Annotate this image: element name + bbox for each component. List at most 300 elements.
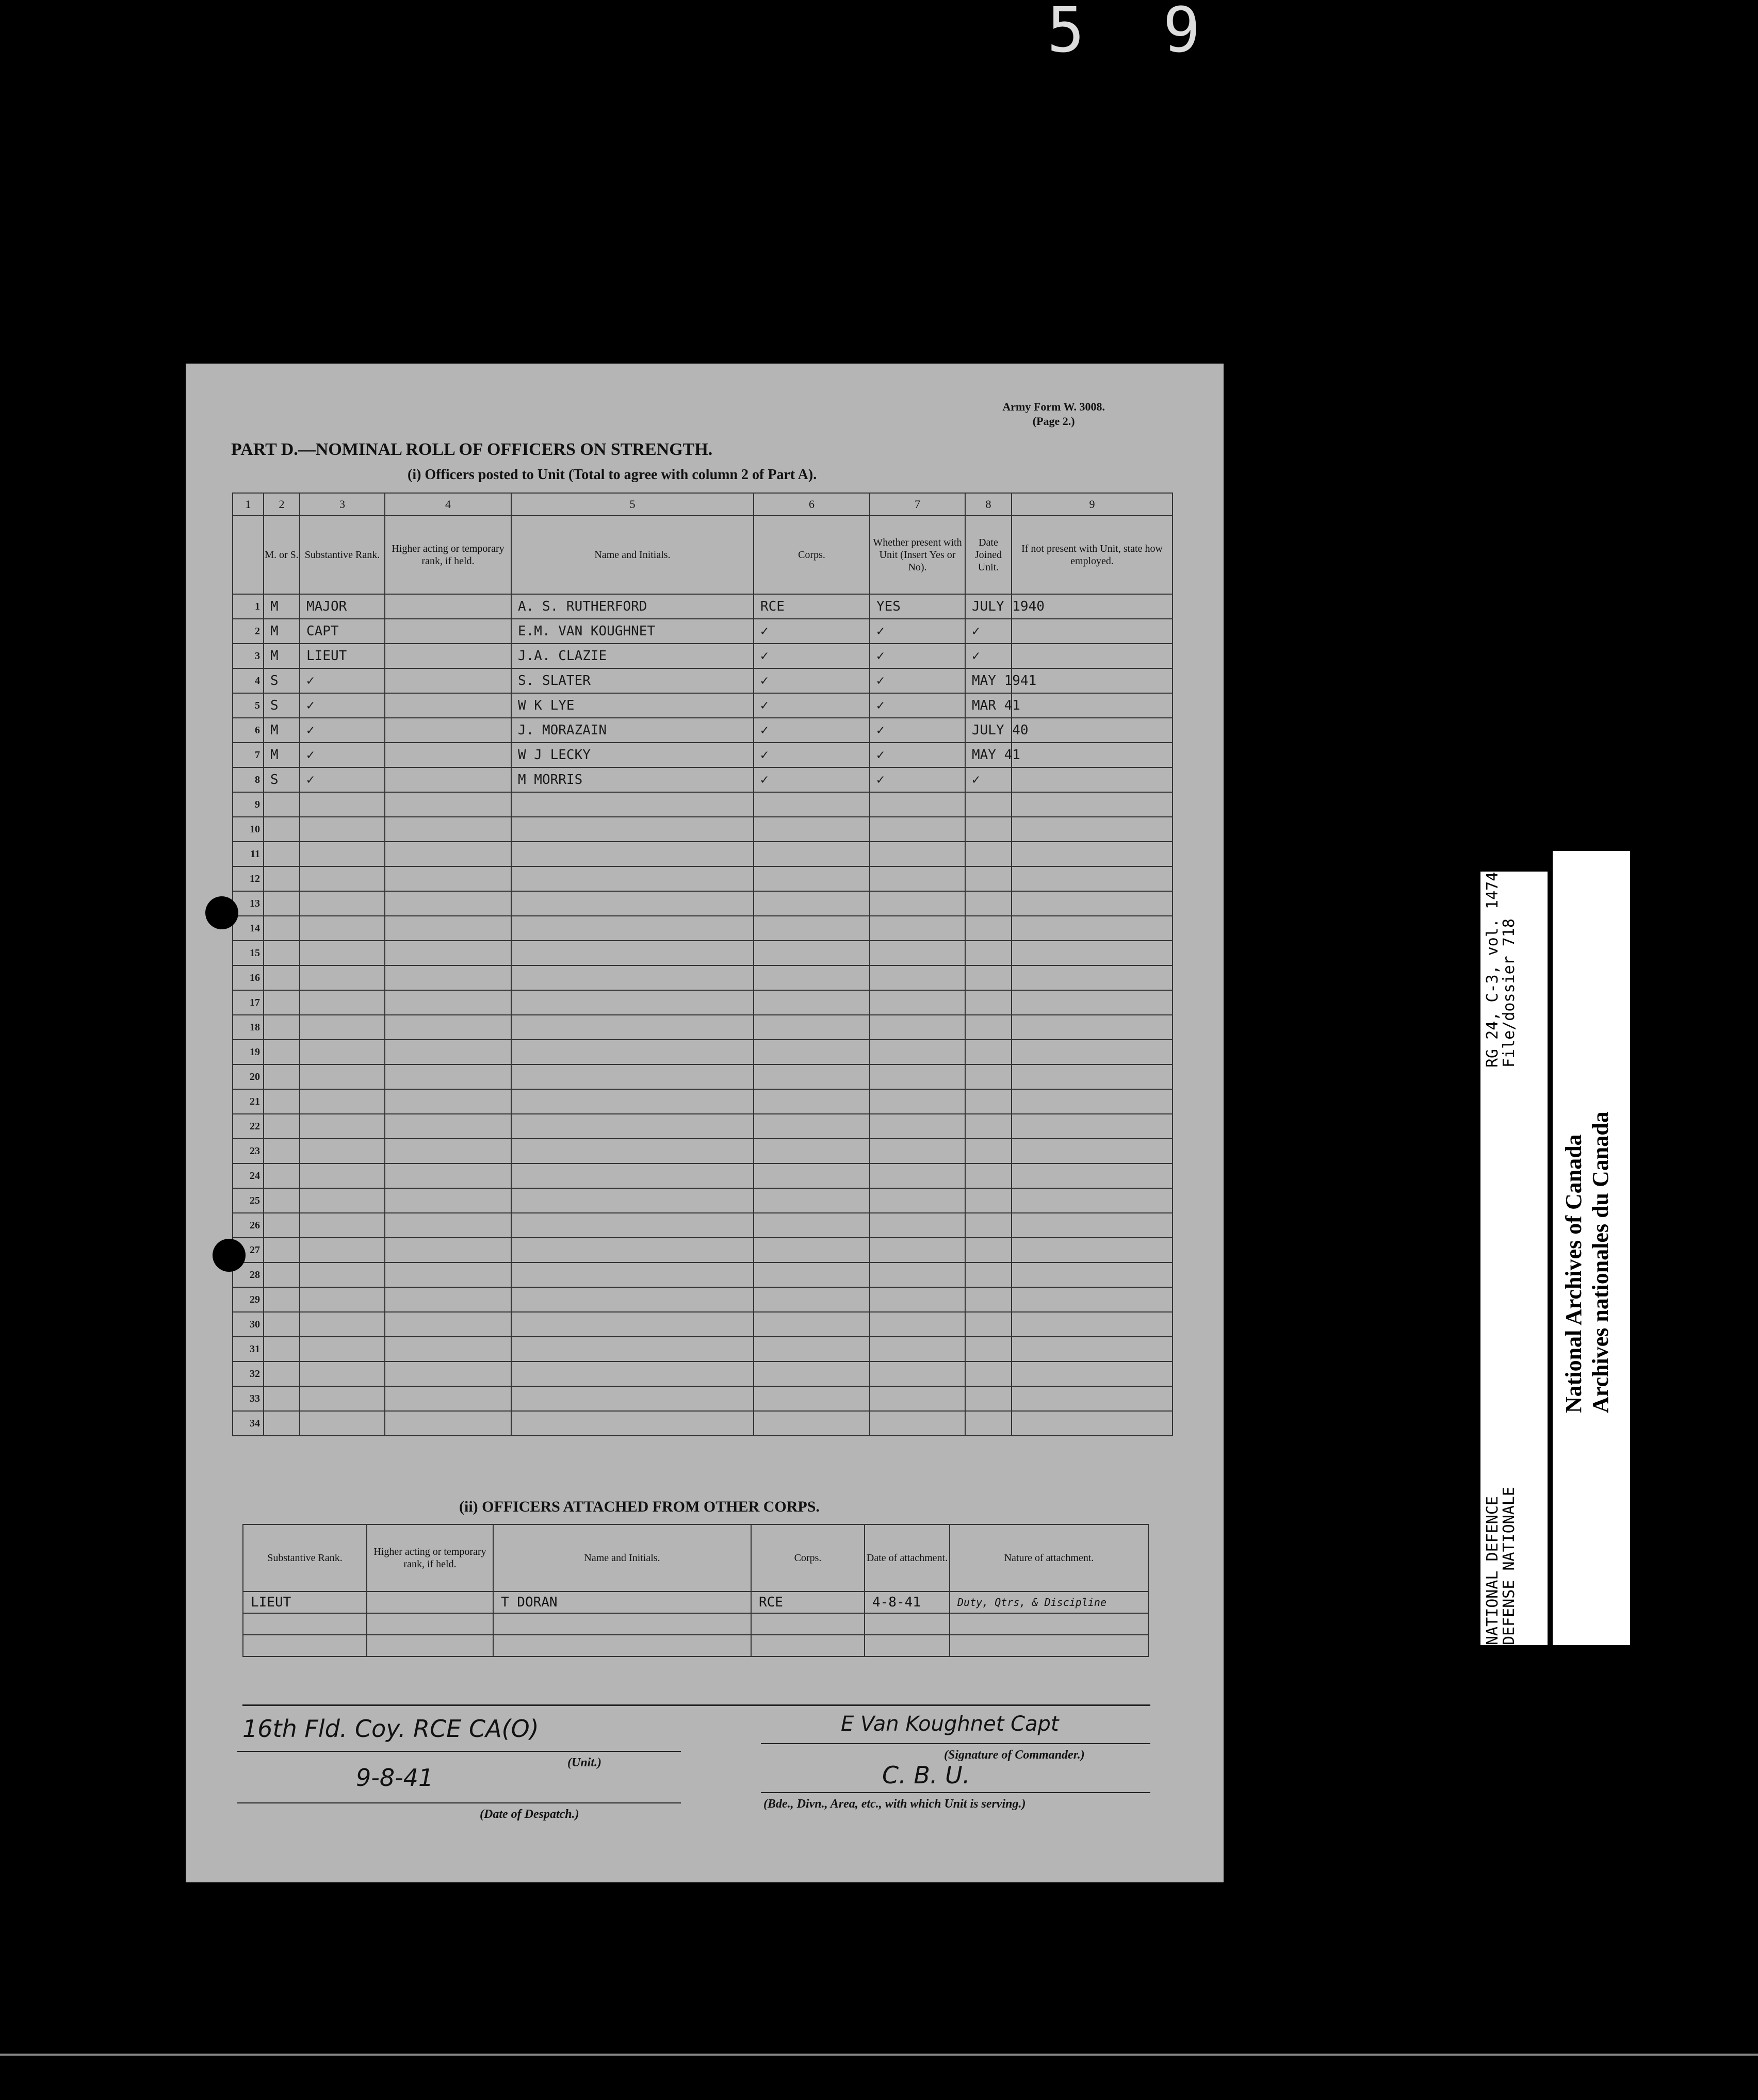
cell-employed bbox=[1012, 1114, 1173, 1139]
cell-corps: ✓ bbox=[754, 668, 870, 693]
cell-rank bbox=[300, 965, 385, 990]
cell-joined bbox=[965, 1262, 1012, 1287]
column-header bbox=[233, 516, 264, 594]
table-row bbox=[233, 817, 1173, 842]
attached-cell-corps: RCE bbox=[751, 1592, 865, 1613]
cell-rank bbox=[300, 1361, 385, 1386]
cell-ms bbox=[264, 1040, 300, 1064]
cell-name: J.A. CLAZIE bbox=[511, 644, 754, 668]
cell-rank bbox=[300, 1040, 385, 1064]
cell-present: YES bbox=[870, 594, 965, 619]
cell-num: 25 bbox=[233, 1188, 264, 1213]
cell-joined: MAY 1941 bbox=[965, 668, 1012, 693]
cell-corps bbox=[754, 1040, 870, 1064]
cell-higher bbox=[385, 1262, 511, 1287]
cell-name bbox=[511, 1337, 754, 1361]
column-header-row bbox=[233, 516, 1173, 594]
cell-rank bbox=[300, 1064, 385, 1089]
cell-higher bbox=[385, 866, 511, 891]
cell-corps: ✓ bbox=[754, 718, 870, 743]
cell-ms bbox=[264, 1163, 300, 1188]
cell-higher bbox=[385, 718, 511, 743]
cell-higher bbox=[385, 767, 511, 792]
cell-employed bbox=[1012, 1386, 1173, 1411]
cell-num: 22 bbox=[233, 1114, 264, 1139]
cell-joined bbox=[965, 1411, 1012, 1436]
cell-num: 29 bbox=[233, 1287, 264, 1312]
cell-joined: MAY 41 bbox=[965, 743, 1012, 767]
cell-corps bbox=[754, 1188, 870, 1213]
cell-rank bbox=[300, 1188, 385, 1213]
cell-rank bbox=[300, 866, 385, 891]
cell-name bbox=[511, 1139, 754, 1163]
cell-ms bbox=[264, 1064, 300, 1089]
attached-cell-rank bbox=[243, 1613, 367, 1635]
cell-higher bbox=[385, 1188, 511, 1213]
cell-name bbox=[511, 941, 754, 965]
cell-higher bbox=[385, 1114, 511, 1139]
table-row bbox=[243, 1635, 1148, 1656]
table-row bbox=[233, 842, 1173, 866]
cell-present bbox=[870, 1064, 965, 1089]
cell-joined bbox=[965, 1114, 1012, 1139]
cell-joined: JULY 40 bbox=[965, 718, 1012, 743]
cell-ms bbox=[264, 1337, 300, 1361]
attached-cell-nature: Duty, Qtrs, & Discipline bbox=[950, 1592, 1148, 1613]
attached-cell-date: 4-8-41 bbox=[865, 1592, 950, 1613]
column-number-row bbox=[233, 493, 1173, 516]
cell-name: W K LYE bbox=[511, 693, 754, 718]
cell-higher bbox=[385, 619, 511, 644]
cell-name bbox=[511, 1361, 754, 1386]
cell-rank bbox=[300, 792, 385, 817]
table-row bbox=[243, 1613, 1148, 1635]
cell-ms bbox=[264, 1188, 300, 1213]
cell-employed bbox=[1012, 1040, 1173, 1064]
cell-higher bbox=[385, 1337, 511, 1361]
cell-higher bbox=[385, 1015, 511, 1040]
archive-department-en: NATIONAL DEFENCE bbox=[1484, 1496, 1502, 1645]
cell-joined: JULY 1940 bbox=[965, 594, 1012, 619]
cell-higher bbox=[385, 1064, 511, 1089]
cell-employed bbox=[1012, 1015, 1173, 1040]
cell-name bbox=[511, 965, 754, 990]
table-row bbox=[233, 1361, 1173, 1386]
cell-joined bbox=[965, 916, 1012, 941]
cell-employed bbox=[1012, 941, 1173, 965]
cell-rank: ✓ bbox=[300, 668, 385, 693]
cell-rank bbox=[300, 1089, 385, 1114]
cell-ms bbox=[264, 1213, 300, 1238]
archive-volume: RG 24, C-3, vol. 14742 bbox=[1484, 862, 1502, 1068]
cell-present bbox=[870, 866, 965, 891]
archive-reference-card bbox=[1480, 862, 1548, 1645]
archive-reference bbox=[1485, 863, 1518, 1068]
cell-rank bbox=[300, 817, 385, 842]
column-header: M. or S. bbox=[264, 516, 300, 594]
cell-present bbox=[870, 1411, 965, 1436]
archive-file: File/dossier 718 bbox=[1500, 918, 1518, 1068]
cell-higher bbox=[385, 693, 511, 718]
column-header: If not present with Unit, state how employed. bbox=[1012, 516, 1173, 594]
cell-rank bbox=[300, 1411, 385, 1436]
cell-ms: S bbox=[264, 668, 300, 693]
cell-num: 28 bbox=[233, 1262, 264, 1287]
cell-joined: ✓ bbox=[965, 644, 1012, 668]
table-row bbox=[243, 1592, 1148, 1613]
cell-name bbox=[511, 792, 754, 817]
attached-cell-name: T DORAN bbox=[493, 1592, 751, 1613]
attached-header-row bbox=[243, 1524, 1148, 1592]
column-header: Whether present with Unit (Insert Yes or No). bbox=[870, 516, 965, 594]
cell-higher bbox=[385, 1287, 511, 1312]
cell-rank: ✓ bbox=[300, 693, 385, 718]
cell-ms bbox=[264, 1262, 300, 1287]
cell-employed bbox=[1012, 1213, 1173, 1238]
archive-department-fr: DEFENSE NATIONALE bbox=[1500, 1486, 1518, 1645]
cell-rank bbox=[300, 1386, 385, 1411]
cell-joined bbox=[965, 1188, 1012, 1213]
column-number: 8 bbox=[965, 493, 1012, 516]
archive-department bbox=[1485, 1487, 1518, 1645]
cell-corps bbox=[754, 1411, 870, 1436]
cell-present bbox=[870, 1114, 965, 1139]
cell-ms bbox=[264, 941, 300, 965]
punch-hole-bottom bbox=[213, 1239, 246, 1272]
cell-num: 10 bbox=[233, 817, 264, 842]
cell-corps: ✓ bbox=[754, 644, 870, 668]
table-row bbox=[233, 1287, 1173, 1312]
table-row bbox=[233, 1040, 1173, 1064]
cell-ms bbox=[264, 1139, 300, 1163]
cell-employed bbox=[1012, 817, 1173, 842]
cell-corps bbox=[754, 990, 870, 1015]
unit-caption: (Unit.) bbox=[567, 1756, 601, 1769]
cell-present bbox=[870, 1238, 965, 1262]
section1-title: (i) Officers posted to Unit (Total to agree with column 2 of Part A). bbox=[408, 467, 817, 483]
cell-higher bbox=[385, 1213, 511, 1238]
attached-column-header: Higher acting or temporary rank, if held. bbox=[367, 1524, 493, 1592]
cell-ms bbox=[264, 1411, 300, 1436]
cell-corps bbox=[754, 1213, 870, 1238]
cell-corps bbox=[754, 1238, 870, 1262]
cell-ms: M bbox=[264, 743, 300, 767]
cell-joined bbox=[965, 1361, 1012, 1386]
table-row bbox=[233, 1064, 1173, 1089]
cell-rank bbox=[300, 1213, 385, 1238]
cell-name bbox=[511, 817, 754, 842]
attached-cell-name bbox=[493, 1635, 751, 1656]
attached-cell-higher bbox=[367, 1613, 493, 1635]
cell-name bbox=[511, 1188, 754, 1213]
table-row bbox=[233, 941, 1173, 965]
cell-higher bbox=[385, 1089, 511, 1114]
cell-joined bbox=[965, 1089, 1012, 1114]
cell-name bbox=[511, 1238, 754, 1262]
cell-present bbox=[870, 1188, 965, 1213]
cell-present bbox=[870, 1287, 965, 1312]
cell-ms bbox=[264, 1089, 300, 1114]
column-number: 4 bbox=[385, 493, 511, 516]
table-row bbox=[233, 1089, 1173, 1114]
cell-corps bbox=[754, 1139, 870, 1163]
table-row bbox=[233, 1114, 1173, 1139]
attached-column-header: Corps. bbox=[751, 1524, 865, 1592]
attached-column-header: Date of attachment. bbox=[865, 1524, 950, 1592]
cell-employed bbox=[1012, 1188, 1173, 1213]
cell-corps: ✓ bbox=[754, 693, 870, 718]
officers-roll-table bbox=[232, 493, 1173, 1436]
unit-value: 16th Fld. Coy. RCE CA(O) bbox=[242, 1715, 539, 1743]
cell-joined bbox=[965, 1040, 1012, 1064]
cell-employed bbox=[1012, 1238, 1173, 1262]
cell-name bbox=[511, 1213, 754, 1238]
cell-num: 7 bbox=[233, 743, 264, 767]
cell-name: A. S. RUTHERFORD bbox=[511, 594, 754, 619]
cell-name bbox=[511, 1015, 754, 1040]
cell-name: J. MORAZAIN bbox=[511, 718, 754, 743]
cell-corps: ✓ bbox=[754, 767, 870, 792]
cell-corps bbox=[754, 1114, 870, 1139]
cell-num: 9 bbox=[233, 792, 264, 817]
cell-joined bbox=[965, 1386, 1012, 1411]
commander-signature: E Van Koughnet Capt bbox=[841, 1712, 1059, 1736]
cell-ms bbox=[264, 842, 300, 866]
cell-ms: S bbox=[264, 693, 300, 718]
cell-num: 30 bbox=[233, 1312, 264, 1337]
cell-joined bbox=[965, 965, 1012, 990]
cell-joined bbox=[965, 1064, 1012, 1089]
cell-name: S. SLATER bbox=[511, 668, 754, 693]
table-row bbox=[233, 1139, 1173, 1163]
cell-ms: M bbox=[264, 644, 300, 668]
cell-employed bbox=[1012, 1411, 1173, 1436]
cell-higher bbox=[385, 1312, 511, 1337]
despatch-line bbox=[237, 1802, 681, 1803]
cell-rank bbox=[300, 1015, 385, 1040]
cell-joined bbox=[965, 990, 1012, 1015]
cell-corps bbox=[754, 891, 870, 916]
column-number: 2 bbox=[264, 493, 300, 516]
cell-name bbox=[511, 1312, 754, 1337]
cell-name bbox=[511, 891, 754, 916]
cell-corps bbox=[754, 1064, 870, 1089]
cell-employed bbox=[1012, 718, 1173, 743]
cell-present: ✓ bbox=[870, 767, 965, 792]
cell-name bbox=[511, 916, 754, 941]
cell-corps bbox=[754, 792, 870, 817]
cell-present bbox=[870, 792, 965, 817]
cell-num: 27 bbox=[233, 1238, 264, 1262]
cell-corps: ✓ bbox=[754, 743, 870, 767]
cell-present bbox=[870, 1337, 965, 1361]
form-number: Army Form W. 3008. bbox=[1002, 400, 1105, 413]
cell-num: 16 bbox=[233, 965, 264, 990]
cell-corps bbox=[754, 1361, 870, 1386]
archive-name-en: National Archives of Canada bbox=[1561, 1134, 1586, 1413]
attached-cell-name bbox=[493, 1613, 751, 1635]
cell-rank bbox=[300, 916, 385, 941]
attached-cell-date bbox=[865, 1613, 950, 1635]
cell-corps bbox=[754, 1312, 870, 1337]
cell-employed bbox=[1012, 693, 1173, 718]
cell-higher bbox=[385, 1163, 511, 1188]
table-row bbox=[233, 1213, 1173, 1238]
attached-cell-rank: LIEUT bbox=[243, 1592, 367, 1613]
cell-num: 26 bbox=[233, 1213, 264, 1238]
cell-higher bbox=[385, 1386, 511, 1411]
table-row bbox=[233, 1163, 1173, 1188]
cell-joined bbox=[965, 941, 1012, 965]
cell-corps bbox=[754, 842, 870, 866]
cell-joined bbox=[965, 891, 1012, 916]
cell-employed bbox=[1012, 644, 1173, 668]
cell-ms bbox=[264, 1312, 300, 1337]
cell-employed bbox=[1012, 965, 1173, 990]
cell-name bbox=[511, 990, 754, 1015]
column-header: Higher acting or temporary rank, if held. bbox=[385, 516, 511, 594]
cell-present: ✓ bbox=[870, 718, 965, 743]
cell-num: 18 bbox=[233, 1015, 264, 1040]
cell-num: 31 bbox=[233, 1337, 264, 1361]
attached-column-header: Nature of attachment. bbox=[950, 1524, 1148, 1592]
table-row bbox=[233, 594, 1173, 619]
part-title: PART D.—NOMINAL ROLL OF OFFICERS ON STRENGTH. bbox=[231, 440, 713, 459]
cell-joined: MAR 41 bbox=[965, 693, 1012, 718]
cell-present bbox=[870, 1213, 965, 1238]
column-header: Substantive Rank. bbox=[300, 516, 385, 594]
bde-value: C. B. U. bbox=[882, 1761, 970, 1789]
bde-line bbox=[761, 1792, 1150, 1793]
cell-rank bbox=[300, 1139, 385, 1163]
cell-employed bbox=[1012, 1262, 1173, 1287]
cell-present bbox=[870, 1040, 965, 1064]
cell-rank bbox=[300, 1163, 385, 1188]
archive-name-card bbox=[1553, 851, 1630, 1645]
cell-joined bbox=[965, 866, 1012, 891]
cell-employed bbox=[1012, 792, 1173, 817]
cell-employed bbox=[1012, 866, 1173, 891]
cell-num: 17 bbox=[233, 990, 264, 1015]
cell-ms bbox=[264, 866, 300, 891]
cell-higher bbox=[385, 1238, 511, 1262]
cell-employed bbox=[1012, 990, 1173, 1015]
form-identifier bbox=[1002, 400, 1105, 429]
column-header: Date Joined Unit. bbox=[965, 516, 1012, 594]
cell-joined bbox=[965, 1337, 1012, 1361]
cell-employed bbox=[1012, 619, 1173, 644]
attached-cell-rank bbox=[243, 1635, 367, 1656]
cell-present bbox=[870, 916, 965, 941]
archive-name-fr: Archives nationales du Canada bbox=[1588, 1111, 1613, 1413]
cell-num: 11 bbox=[233, 842, 264, 866]
cell-num: 1 bbox=[233, 594, 264, 619]
cell-present: ✓ bbox=[870, 619, 965, 644]
cell-corps bbox=[754, 1337, 870, 1361]
column-number: 7 bbox=[870, 493, 965, 516]
cell-name: M MORRIS bbox=[511, 767, 754, 792]
column-number: 5 bbox=[511, 493, 754, 516]
cell-corps: ✓ bbox=[754, 619, 870, 644]
cell-joined: ✓ bbox=[965, 619, 1012, 644]
despatch-caption: (Date of Despatch.) bbox=[480, 1808, 579, 1821]
table-row bbox=[233, 1386, 1173, 1411]
cell-ms bbox=[264, 1015, 300, 1040]
table-row bbox=[233, 1015, 1173, 1040]
cell-rank: CAPT bbox=[300, 619, 385, 644]
archive-name bbox=[1560, 1111, 1614, 1413]
table-row bbox=[233, 792, 1173, 817]
attached-cell-higher bbox=[367, 1635, 493, 1656]
form-page-number: (Page 2.) bbox=[1032, 415, 1075, 428]
cell-corps bbox=[754, 1287, 870, 1312]
form-page bbox=[186, 364, 1224, 1882]
cell-name: E.M. VAN KOUGHNET bbox=[511, 619, 754, 644]
table-row bbox=[233, 1337, 1173, 1361]
cell-higher bbox=[385, 1361, 511, 1386]
attached-cell-corps bbox=[751, 1635, 865, 1656]
cell-num: 33 bbox=[233, 1386, 264, 1411]
cell-higher bbox=[385, 743, 511, 767]
cell-higher bbox=[385, 891, 511, 916]
attached-cell-date bbox=[865, 1635, 950, 1656]
despatch-date-value: 9-8-41 bbox=[356, 1764, 434, 1792]
cell-present bbox=[870, 990, 965, 1015]
cell-rank: MAJOR bbox=[300, 594, 385, 619]
cell-employed bbox=[1012, 1064, 1173, 1089]
cell-present: ✓ bbox=[870, 668, 965, 693]
bde-caption: (Bde., Divn., Area, etc., with which Unit is serving.) bbox=[763, 1797, 1026, 1811]
cell-ms bbox=[264, 817, 300, 842]
cell-employed bbox=[1012, 767, 1173, 792]
cell-joined bbox=[965, 817, 1012, 842]
cell-num: 20 bbox=[233, 1064, 264, 1089]
cell-higher bbox=[385, 842, 511, 866]
table-row bbox=[233, 767, 1173, 792]
cell-present bbox=[870, 1312, 965, 1337]
table-row bbox=[233, 1411, 1173, 1436]
cell-higher bbox=[385, 1139, 511, 1163]
cell-present bbox=[870, 1361, 965, 1386]
cell-corps bbox=[754, 941, 870, 965]
cell-present: ✓ bbox=[870, 743, 965, 767]
cell-ms bbox=[264, 990, 300, 1015]
cell-present bbox=[870, 965, 965, 990]
attached-column-header: Name and Initials. bbox=[493, 1524, 751, 1592]
cell-name bbox=[511, 1411, 754, 1436]
column-number: 1 bbox=[233, 493, 264, 516]
cell-joined bbox=[965, 792, 1012, 817]
cell-num: 6 bbox=[233, 718, 264, 743]
cell-corps bbox=[754, 1386, 870, 1411]
cell-name: W J LECKY bbox=[511, 743, 754, 767]
cell-ms bbox=[264, 916, 300, 941]
cell-rank bbox=[300, 1287, 385, 1312]
cell-employed bbox=[1012, 743, 1173, 767]
cell-higher bbox=[385, 817, 511, 842]
cell-ms: S bbox=[264, 767, 300, 792]
cell-ms bbox=[264, 965, 300, 990]
cell-present bbox=[870, 1163, 965, 1188]
cell-name bbox=[511, 842, 754, 866]
cell-present bbox=[870, 1262, 965, 1287]
cell-rank: LIEUT bbox=[300, 644, 385, 668]
cell-joined bbox=[965, 1139, 1012, 1163]
cell-joined bbox=[965, 842, 1012, 866]
cell-higher bbox=[385, 916, 511, 941]
cell-employed bbox=[1012, 1337, 1173, 1361]
cell-rank: ✓ bbox=[300, 767, 385, 792]
